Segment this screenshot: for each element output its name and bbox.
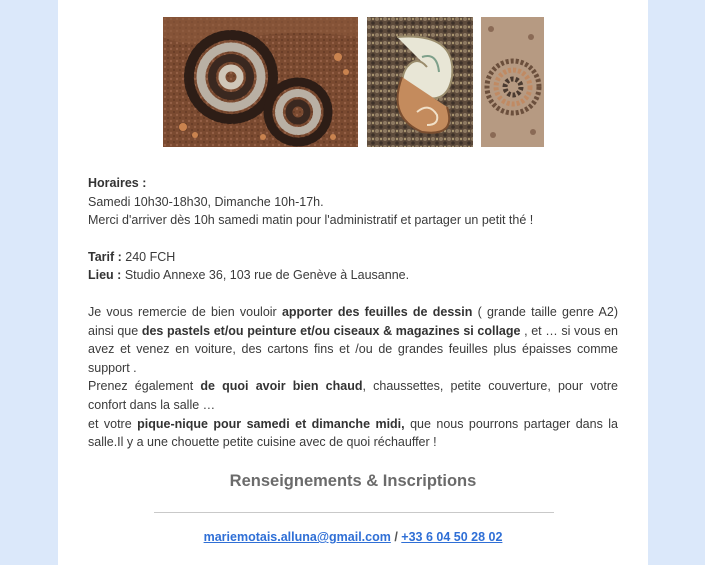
warm-paragraph — [88, 377, 618, 414]
email-link[interactable]: mariemotais.alluna@gmail.com — [203, 530, 391, 544]
event-details — [88, 174, 618, 452]
spiral-stone-mandala-photo — [163, 17, 358, 147]
nautilus-shell-photo — [367, 17, 473, 147]
warm-text-2: , chaussettes, petite couverture, pour votre confort dans la salle … — [88, 379, 618, 412]
phone-link[interactable]: +33 6 04 50 28 02 — [401, 530, 503, 544]
warm-text-1: Prenez également — [88, 379, 201, 394]
contact-separator: / — [390, 530, 402, 544]
divider — [154, 512, 554, 513]
bring-text-3: , et … si vous en avez et venez en voiture, des cartons fins et /ou de grandes feuilles plus épaisses comme support . — [88, 323, 618, 375]
bring-paragraph — [88, 303, 618, 377]
contact-heading: Renseignements & Inscriptions — [229, 472, 477, 490]
lieu-label: Lieu : — [88, 268, 122, 283]
tarif-line — [88, 248, 618, 267]
bring-bold-2: des pastels et/ou peinture et/ou ciseaux & magazines si collage — [141, 323, 525, 338]
bring-text-1: Je vous remercie de bien vouloir — [88, 304, 282, 319]
tarif-label: Tarif : — [88, 249, 122, 264]
schedule-label: Horaires : — [88, 176, 147, 190]
lieu-value: Studio Annexe 36, 103 rue de Genève à Lausanne. — [121, 268, 410, 283]
picnic-text-2: que nous pourrons partager dans la salle.Il y a une chouette petite cuisine avec de quoi réchauffer ! — [88, 416, 618, 450]
schedule-times: Samedi 10h30-18h30, Dimanche 10h-17h. — [88, 194, 324, 209]
tarif-value: 240 FCH — [121, 249, 176, 264]
email-body — [58, 0, 648, 565]
schedule-note: Merci d'arriver dès 10h samedi matin pour l'administratif et partager un petit thé ! — [88, 213, 534, 228]
contact-line — [58, 530, 648, 544]
picnic-bold-1: pique-nique pour samedi et dimanche midi, — [137, 416, 405, 431]
bring-bold-1: apporter des feuilles de dessin — [281, 304, 473, 319]
bring-text-2: ( grande taille genre A2) ainsi que — [88, 304, 618, 338]
lieu-line — [88, 266, 618, 285]
pebble-spiral-photo — [481, 17, 544, 147]
picnic-text-1: et votre — [88, 416, 138, 431]
warm-bold-1: de quoi avoir bien chaud — [200, 379, 363, 394]
picnic-paragraph — [88, 415, 618, 452]
